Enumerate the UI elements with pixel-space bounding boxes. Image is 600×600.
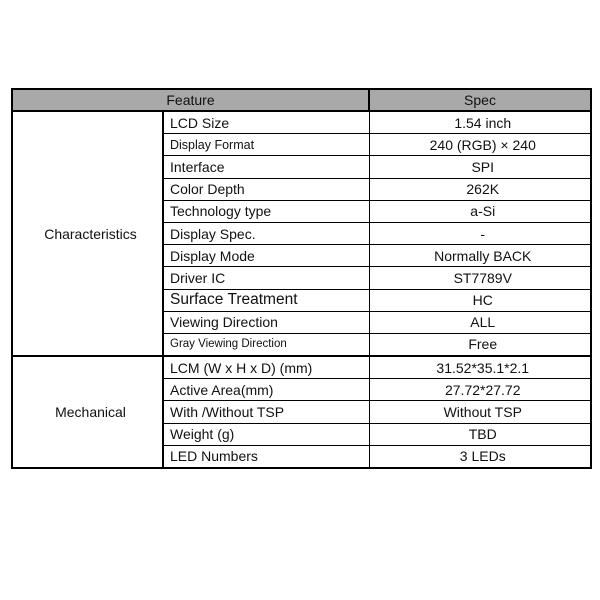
feature-cell: Weight (g) bbox=[163, 423, 369, 445]
spec-cell: ST7789V bbox=[369, 267, 591, 289]
feature-cell: LED Numbers bbox=[163, 445, 369, 468]
group-label-mechanical: Mechanical bbox=[12, 356, 163, 468]
spec-table bbox=[11, 88, 592, 469]
spec-cell: ALL bbox=[369, 311, 591, 333]
spec-cell: Free bbox=[369, 333, 591, 356]
spec-cell: - bbox=[369, 222, 591, 244]
feature-cell: Active Area(mm) bbox=[163, 379, 369, 401]
feature-cell: Interface bbox=[163, 156, 369, 178]
spec-cell: HC bbox=[369, 289, 591, 311]
table-row bbox=[12, 356, 591, 379]
feature-cell: With /Without TSP bbox=[163, 401, 369, 423]
spec-cell: 31.52*35.1*2.1 bbox=[369, 356, 591, 379]
table-row bbox=[12, 111, 591, 134]
spec-cell: 262K bbox=[369, 178, 591, 200]
feature-header: Feature bbox=[12, 89, 369, 111]
spec-cell: SPI bbox=[369, 156, 591, 178]
feature-cell: Surface Treatment bbox=[163, 289, 369, 311]
feature-cell: Color Depth bbox=[163, 178, 369, 200]
feature-cell: Gray Viewing Direction bbox=[163, 333, 369, 356]
spec-cell: TBD bbox=[369, 423, 591, 445]
feature-cell: Technology type bbox=[163, 200, 369, 222]
spec-cell: 1.54 inch bbox=[369, 111, 591, 134]
spec-cell: 240 (RGB) × 240 bbox=[369, 134, 591, 156]
table-header-row bbox=[12, 89, 591, 111]
spec-cell: 3 LEDs bbox=[369, 445, 591, 468]
feature-cell: Display Spec. bbox=[163, 222, 369, 244]
spec-cell: Without TSP bbox=[369, 401, 591, 423]
spec-cell: 27.72*27.72 bbox=[369, 379, 591, 401]
spec-header: Spec bbox=[369, 89, 591, 111]
feature-cell: LCM (W x H x D) (mm) bbox=[163, 356, 369, 379]
group-label-characteristics: Characteristics bbox=[12, 111, 163, 356]
feature-cell: Driver IC bbox=[163, 267, 369, 289]
mechanical-section bbox=[12, 356, 591, 468]
characteristics-section bbox=[12, 111, 591, 356]
feature-cell: Display Mode bbox=[163, 245, 369, 267]
feature-cell: Viewing Direction bbox=[163, 311, 369, 333]
feature-cell: LCD Size bbox=[163, 111, 369, 134]
spec-cell: Normally BACK bbox=[369, 245, 591, 267]
spec-cell: a-Si bbox=[369, 200, 591, 222]
feature-cell: Display Format bbox=[163, 134, 369, 156]
